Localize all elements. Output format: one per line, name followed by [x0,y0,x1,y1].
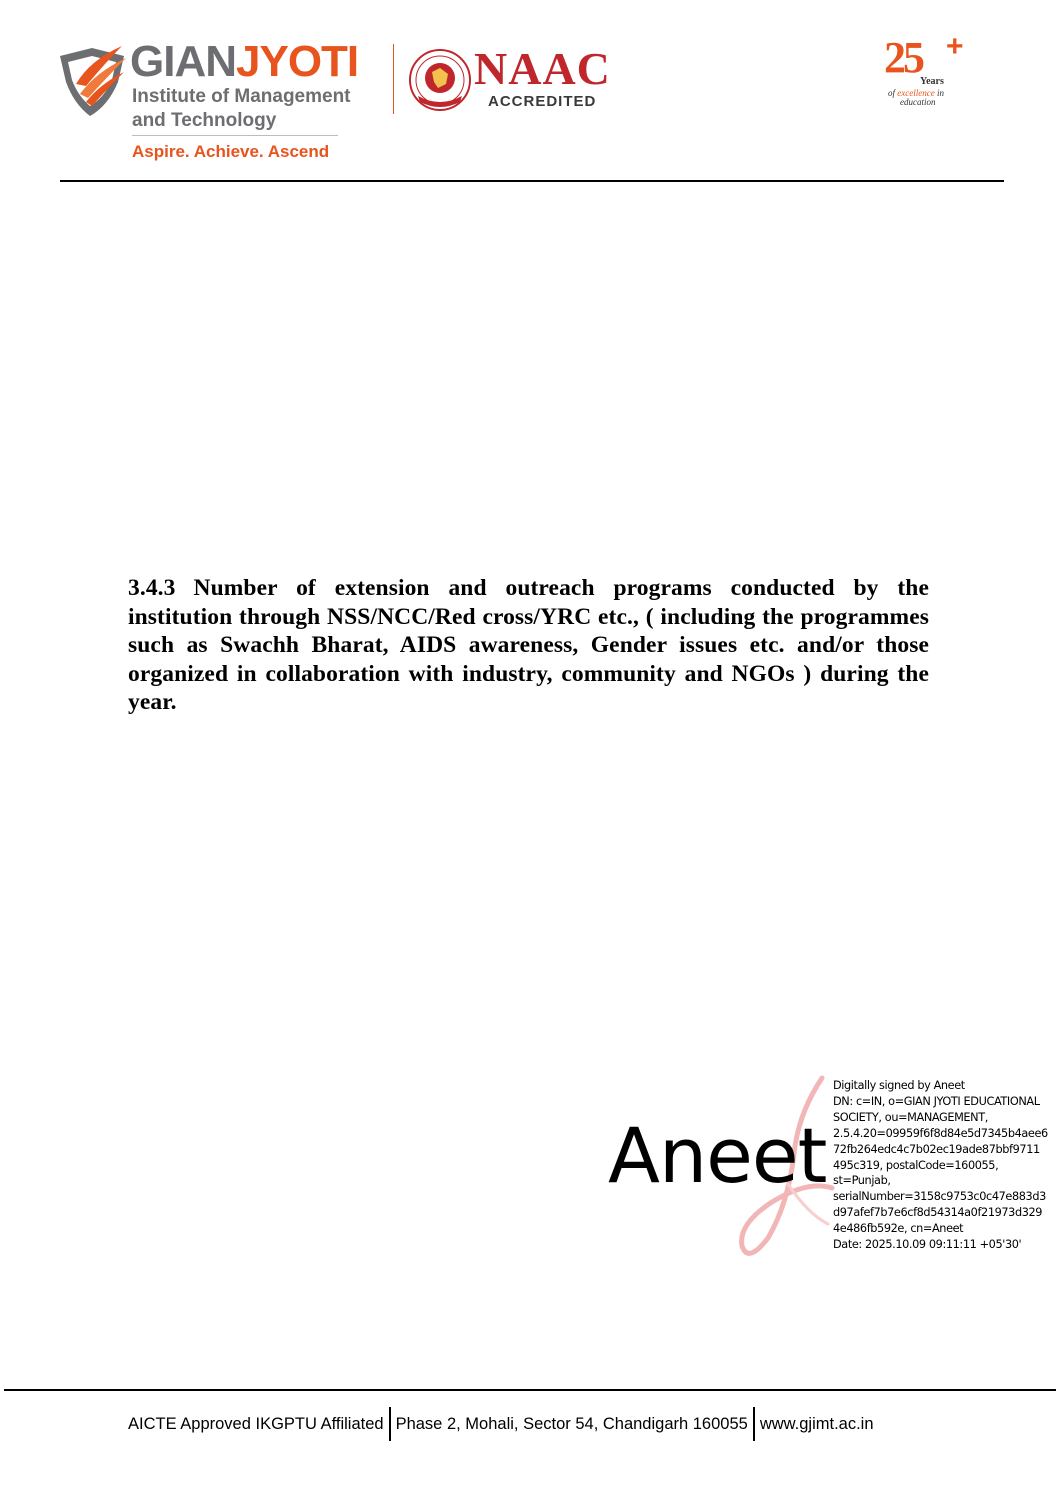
signature-detail-line: 495c319, postalCode=160055, [833,1158,999,1172]
naac-wordmark: NAAC [474,43,611,94]
signature-detail-line: st=Punjab, [833,1174,891,1188]
criterion-text: Number of extension and outreach programs conducted by the institution through NSS/NCC/Red cross/YRC etc., ( including the programmes such as Swachh Bharat, AIDS awareness, Gender issues etc. and/or those organized in collaboration with industry, community and NGOs ) during the year. [128,575,929,716]
signature-name: Aneet [608,1111,827,1200]
digital-signature-details [833,1078,1057,1253]
footer-separator [753,1407,755,1441]
institute-subtitle-line2: and Technology [132,110,277,131]
signature-detail-line: SOCIETY, ou=MANAGEMENT, [833,1110,988,1124]
signature-detail-line: serialNumber=3158c9753c0c47e883d3 [833,1190,1046,1204]
signature-detail-line: Digitally signed by Aneet [833,1079,965,1092]
logo-divider [132,135,338,136]
footer-rule [4,1389,1056,1391]
criterion-heading [128,574,929,717]
signature-detail-line: Date: 2025.10.09 09:11:11 +05'30' [833,1238,1022,1252]
footer-separator [389,1407,391,1441]
institute-subtitle-line1: Institute of Management [132,86,351,107]
signature-detail-line: 4e486fb592e, cn=Aneet [833,1222,964,1236]
footer-address: Phase 2, Mohali, Sector 54, Chandigarh 160055 [395,1414,748,1433]
signature-detail-line: d97afef7b7e6cf8d54314a0f21973d329 [833,1206,1043,1220]
gianjyoti-logo [56,38,376,168]
years-tagline-line2: education [900,97,936,107]
signature-detail-line: DN: c=IN, o=GIAN JYOTI EDUCATIONAL [833,1094,1040,1108]
footer-website-link[interactable]: www.gjimt.ac.in [759,1414,874,1433]
signature-detail-line: 2.5.4.20=09959f6f8d84e5d7345b4aee6 [833,1126,1048,1140]
institute-name: GIANJYOTI [130,37,359,86]
institute-tagline: Aspire. Achieve. Ascend [132,142,330,161]
shield-logo-icon [56,42,128,118]
footer [128,1406,874,1442]
footer-affiliation: AICTE Approved IKGPTU Affiliated [128,1414,384,1433]
signature-detail-line: 72fb264edc4c7b02ec19ade87bbf9711 [833,1142,1040,1156]
header-rule [60,180,1004,182]
years-number: 25 [884,33,922,82]
years-word: Years [920,76,944,87]
naac-emblem-icon [408,48,472,112]
25-years-logo [880,30,976,110]
years-plus: + [946,30,964,63]
header-logo-divider [393,44,394,114]
naac-accredited-label: ACCREDITED [488,93,597,110]
years-tagline: of excellence in [888,88,944,98]
criterion-number: 3.4.3 [128,575,176,601]
